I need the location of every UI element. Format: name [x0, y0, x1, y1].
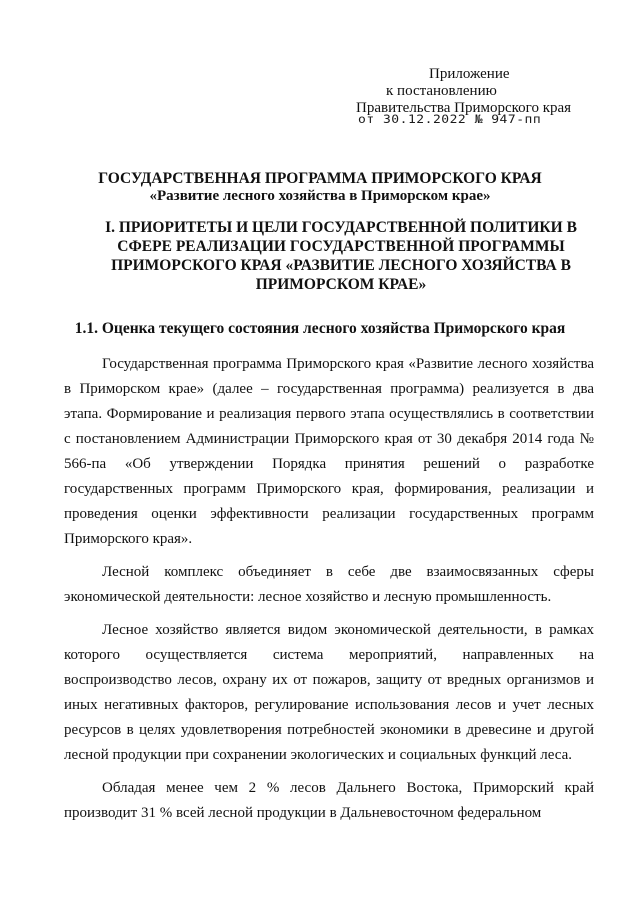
- program-subtitle: «Развитие лесного хозяйства в Приморском крае»: [149, 188, 491, 204]
- paragraph: Лесной комплекс объединяет в себе две взаимосвязанных сферы экономической деятельности: лесное хозяйство и лесную промышленность.: [64, 564, 594, 605]
- subsection-heading: 1.1. Оценка текущего состояния лесного хозяйства Приморского края: [74, 320, 566, 337]
- paragraph: Лесное хозяйство является видом экономической деятельности, в рамках которого осуществляется система мероприятий, направленных на воспроизводство лесов, охрану их от пожаров, защиту от вредных организмов и иных негативных факторов, регулирование использования лесов и учет лесных ресурсов в целях удовлетворения потребностей экономики в древесине и другой лесной продукции при сохранении экологических и социальных функций леса.: [64, 622, 594, 763]
- body-text: [64, 352, 594, 834]
- attachment-line-3: Правительства Приморского края: [356, 100, 572, 116]
- attachment-line-2: к постановлению: [386, 83, 497, 99]
- paragraph: Государственная программа Приморского края «Развитие лесного хозяйства в Приморском крае» (далее – государственная программа) реализуется в два этапа. Формирование и реализация первого этапа осуществлялись в соответствии с постановлением Администрации Приморского края от 30 декабря 2014 года № 566-па «Об утверждении Порядка принятия решений о разработке государственных программ Приморского края, формирования, реализации и проведения оценки эффективности реализации государственных программ Приморского края».: [64, 356, 594, 547]
- attachment-line-1: Приложение: [429, 66, 510, 82]
- registration-stamp: от 30.12.2022 № 947-пп: [358, 113, 542, 127]
- attachment-note: [356, 66, 596, 117]
- paragraph: Обладая менее чем 2 % лесов Дальнего Востока, Приморский край производит 31 % всей лесной продукции в Дальневосточном федеральном: [64, 780, 594, 821]
- program-title: ГОСУДАРСТВЕННАЯ ПРОГРАММА ПРИМОРСКОГО КРАЯ: [98, 170, 542, 187]
- section-heading: I. ПРИОРИТЕТЫ И ЦЕЛИ ГОСУДАРСТВЕННОЙ ПОЛИТИКИ В СФЕРЕ РЕАЛИЗАЦИИ ГОСУДАРСТВЕННОЙ ПРОГРАММЫ ПРИМОРСКОГО КРАЯ «РАЗВИТИЕ ЛЕСНОГО ХОЗЯЙСТВА В ПРИМОРСКОМ КРАЕ»: [105, 219, 577, 293]
